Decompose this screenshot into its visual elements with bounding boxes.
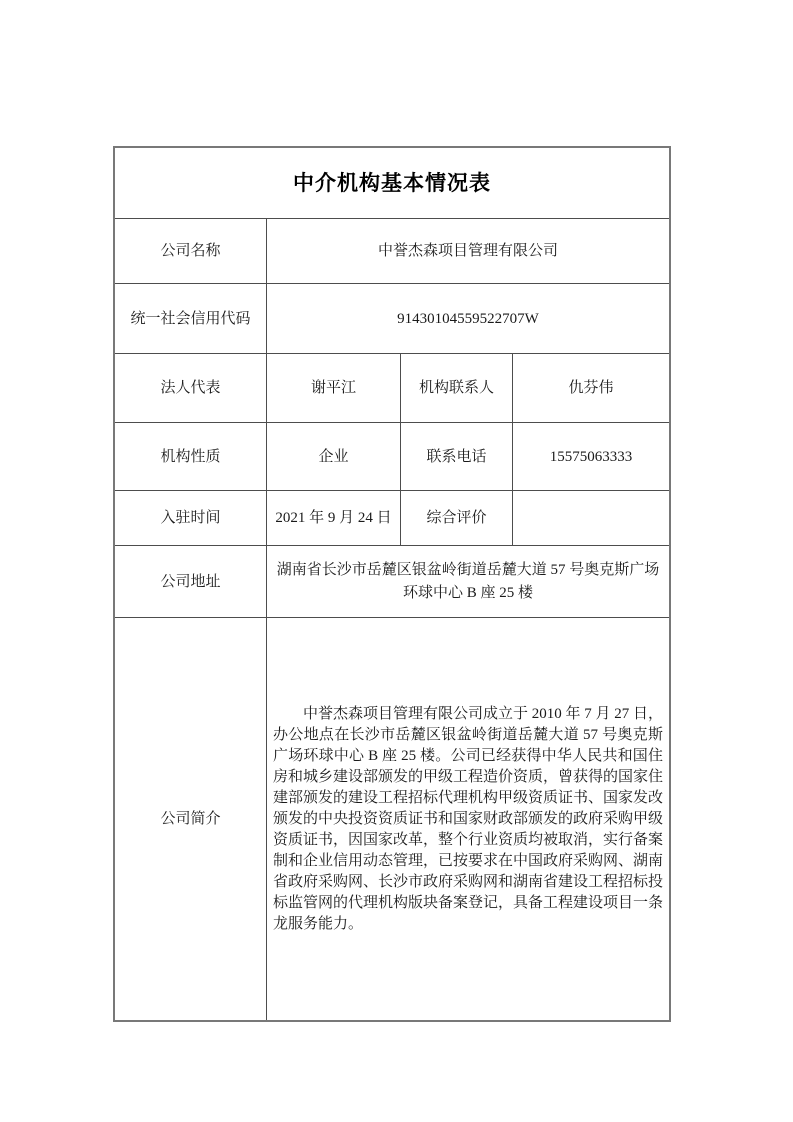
table-title-text: 中介机构基本情况表	[293, 171, 491, 195]
table-title	[115, 148, 669, 219]
evaluation-label: 综合评价	[401, 491, 513, 546]
agency-info-table	[113, 146, 671, 1022]
credit-code-value: 91430104559522707W	[267, 284, 669, 354]
entry-date-value: 2021 年 9 月 24 日	[267, 491, 401, 546]
profile-paragraph: 中誉杰森项目管理有限公司成立于 2010 年 7 月 27 日，办公地点在长沙市岳麓区银盆岭街道岳麓大道 57 号奥克斯广场环球中心 B 座 25 楼。公司已经获得中华人民共和国住房和城乡建设部颁发的甲级工程造价资质，曾获得的国家住建部颁发的建设工程招标代理机构甲级资质证书、国家发改颁发的中央投资资质证书和国家财政部颁发的政府采购甲级资质证书，因国家改革，整个行业资质均被取消，实行备案制和企业信用动态管理，已按要求在中国政府采购网、湖南省政府采购网、长沙市政府采购网和湖南省建设工程招标投标监管网的代理机构版块备案登记，具备工程建设项目一条龙服务能力。	[273, 705, 664, 932]
phone-label: 联系电话	[401, 423, 513, 491]
org-nature-value: 企业	[267, 423, 401, 491]
contact-person-value: 仇芬伟	[513, 354, 669, 423]
company-name-value: 中誉杰森项目管理有限公司	[267, 219, 669, 284]
contact-person-label: 机构联系人	[401, 354, 513, 423]
phone-value: 15575063333	[513, 423, 669, 491]
credit-code-label: 统一社会信用代码	[115, 284, 267, 354]
entry-date-label: 入驻时间	[115, 491, 267, 546]
company-name-label: 公司名称	[115, 219, 267, 284]
org-nature-label: 机构性质	[115, 423, 267, 491]
legal-rep-label: 法人代表	[115, 354, 267, 423]
address-value: 湖南省长沙市岳麓区银盆岭街道岳麓大道 57 号奥克斯广场环球中心 B 座 25 楼	[267, 546, 669, 618]
address-label: 公司地址	[115, 546, 267, 618]
evaluation-value	[513, 491, 669, 546]
legal-rep-value: 谢平江	[267, 354, 401, 423]
profile-label: 公司简介	[115, 618, 267, 1020]
profile-value-cell	[267, 618, 669, 1020]
